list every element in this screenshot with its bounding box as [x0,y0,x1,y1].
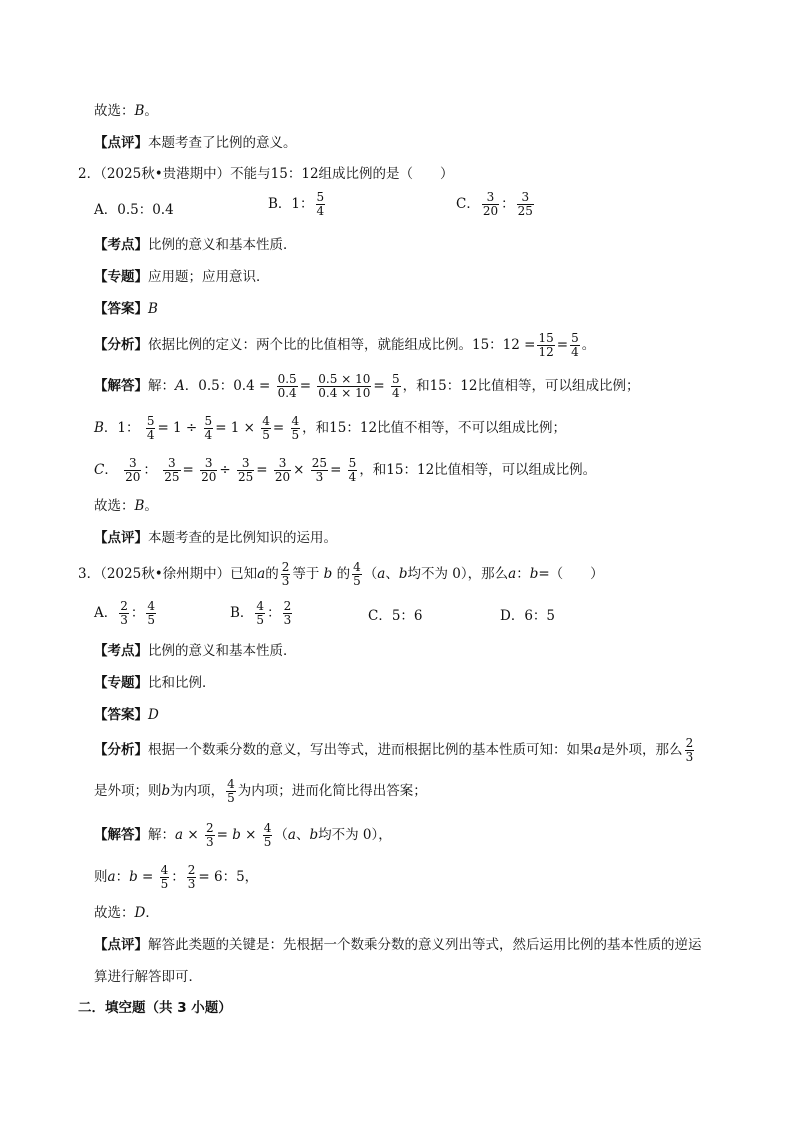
q3-choice: 故选：D． [94,905,159,921]
q3-comment-line2: 算进行解答即可． [94,969,202,985]
q2-option-c: C． $\frac{3}{20}$ ： $\frac{3}{25}$ [456,190,533,218]
q3-fenxi-line2: 是外项；则b为内项， $\frac{4}{5}$ 为内项；进而化简比得出答案； [94,777,427,805]
q2-zhuanti: 【专题】应用题；应用意识． [94,269,270,285]
q3-option-d: D．6：5 [500,608,556,624]
q2-option-b: B．1： $\frac{5}{4}$ [268,190,325,218]
q2-answer: 【答案】B [94,301,158,317]
q3-comment-line1: 【点评】解答此类题的关键是：先根据一个数乘分数的意义列出等式，然后运用比例的基本性质的逆运 [94,937,702,953]
q2-stem: 2．（2025秋•贵港期中）不能与15：12组成比例的是（ ） [78,166,454,182]
q2-jieda-a: 【解答】解：A．0.5：0.4 = $\frac{0.5}{0.4}$ = $\frac{0.5 \times 10}{0.4 \times 10}$ = $\frac{5}{4}$ ，和15：12比值相等，可以组成比例； [94,372,640,400]
prev-comment: 【点评】本题考查了比例的意义。 [94,135,297,151]
q2-fenxi: 【分析】依据比例的定义：两个比的比值相等，就能组成比例。15：12 = $\frac{15}{12}$ = $\frac{5}{4}$ 。 [94,331,596,359]
q3-option-b: B． $\frac{4}{5}$ ： $\frac{2}{3}$ [230,599,292,627]
q2-jieda-b: B．1： $\frac{5}{4}$ = 1 ÷ $\frac{5}{4}$ = 1 × $\frac{4}{5}$ = $\frac{4}{5}$ ，和15：12比值不相等，不可以组成比例； [94,414,567,442]
q3-zhuanti: 【专题】比和比例． [94,675,216,691]
q3-kaodian: 【考点】比例的意义和基本性质． [94,643,297,659]
q2-option-a: A．0.5：0.4 [94,202,174,218]
q2-comment: 【点评】本题考查的是比例知识的运用。 [94,530,337,546]
q3-answer: 【答案】D [94,707,159,723]
section-title: 二．填空题（共 3 小题） [78,1000,232,1016]
q3-stem: 3．（2025秋•徐州期中）已知a的 $\frac{2}{3}$ 等于 b 的 $\frac{4}{5}$ （a、b均不为 0），那么a：b=（ ） [78,560,604,588]
q2-kaodian: 【考点】比例的意义和基本性质． [94,237,297,253]
q3-fenxi-line1: 【分析】根据一个数乘分数的意义，写出等式，进而根据比例的基本性质可知：如果a是外项，那么 $\frac{2}{3}$ [94,736,694,764]
q2-choice: 故选：B。 [94,498,158,514]
q3-option-a: A． $\frac{2}{3}$ ： $\frac{4}{5}$ [94,599,156,627]
q2-jieda-c: C． $\frac{3}{20}$ ： $\frac{3}{25}$ = $\frac{3}{20}$ ÷ $\frac{3}{25}$ = $\frac{3}{20}$ × $\frac{25}{3}$ = $\frac{5}{4}$ ，和15：12比值相等，可以组成比例。 [94,456,597,484]
prev-choice: 故选：B。 [94,103,158,119]
q3-then: 则a：b = $\frac{4}{5}$ ： $\frac{2}{3}$ = 6：5， [94,863,259,891]
q3-jieda: 【解答】解：a × $\frac{2}{3}$ = b × $\frac{4}{5}$ （a、b均不为 0）， [94,821,392,849]
q3-option-c: C．5：6 [368,608,423,624]
